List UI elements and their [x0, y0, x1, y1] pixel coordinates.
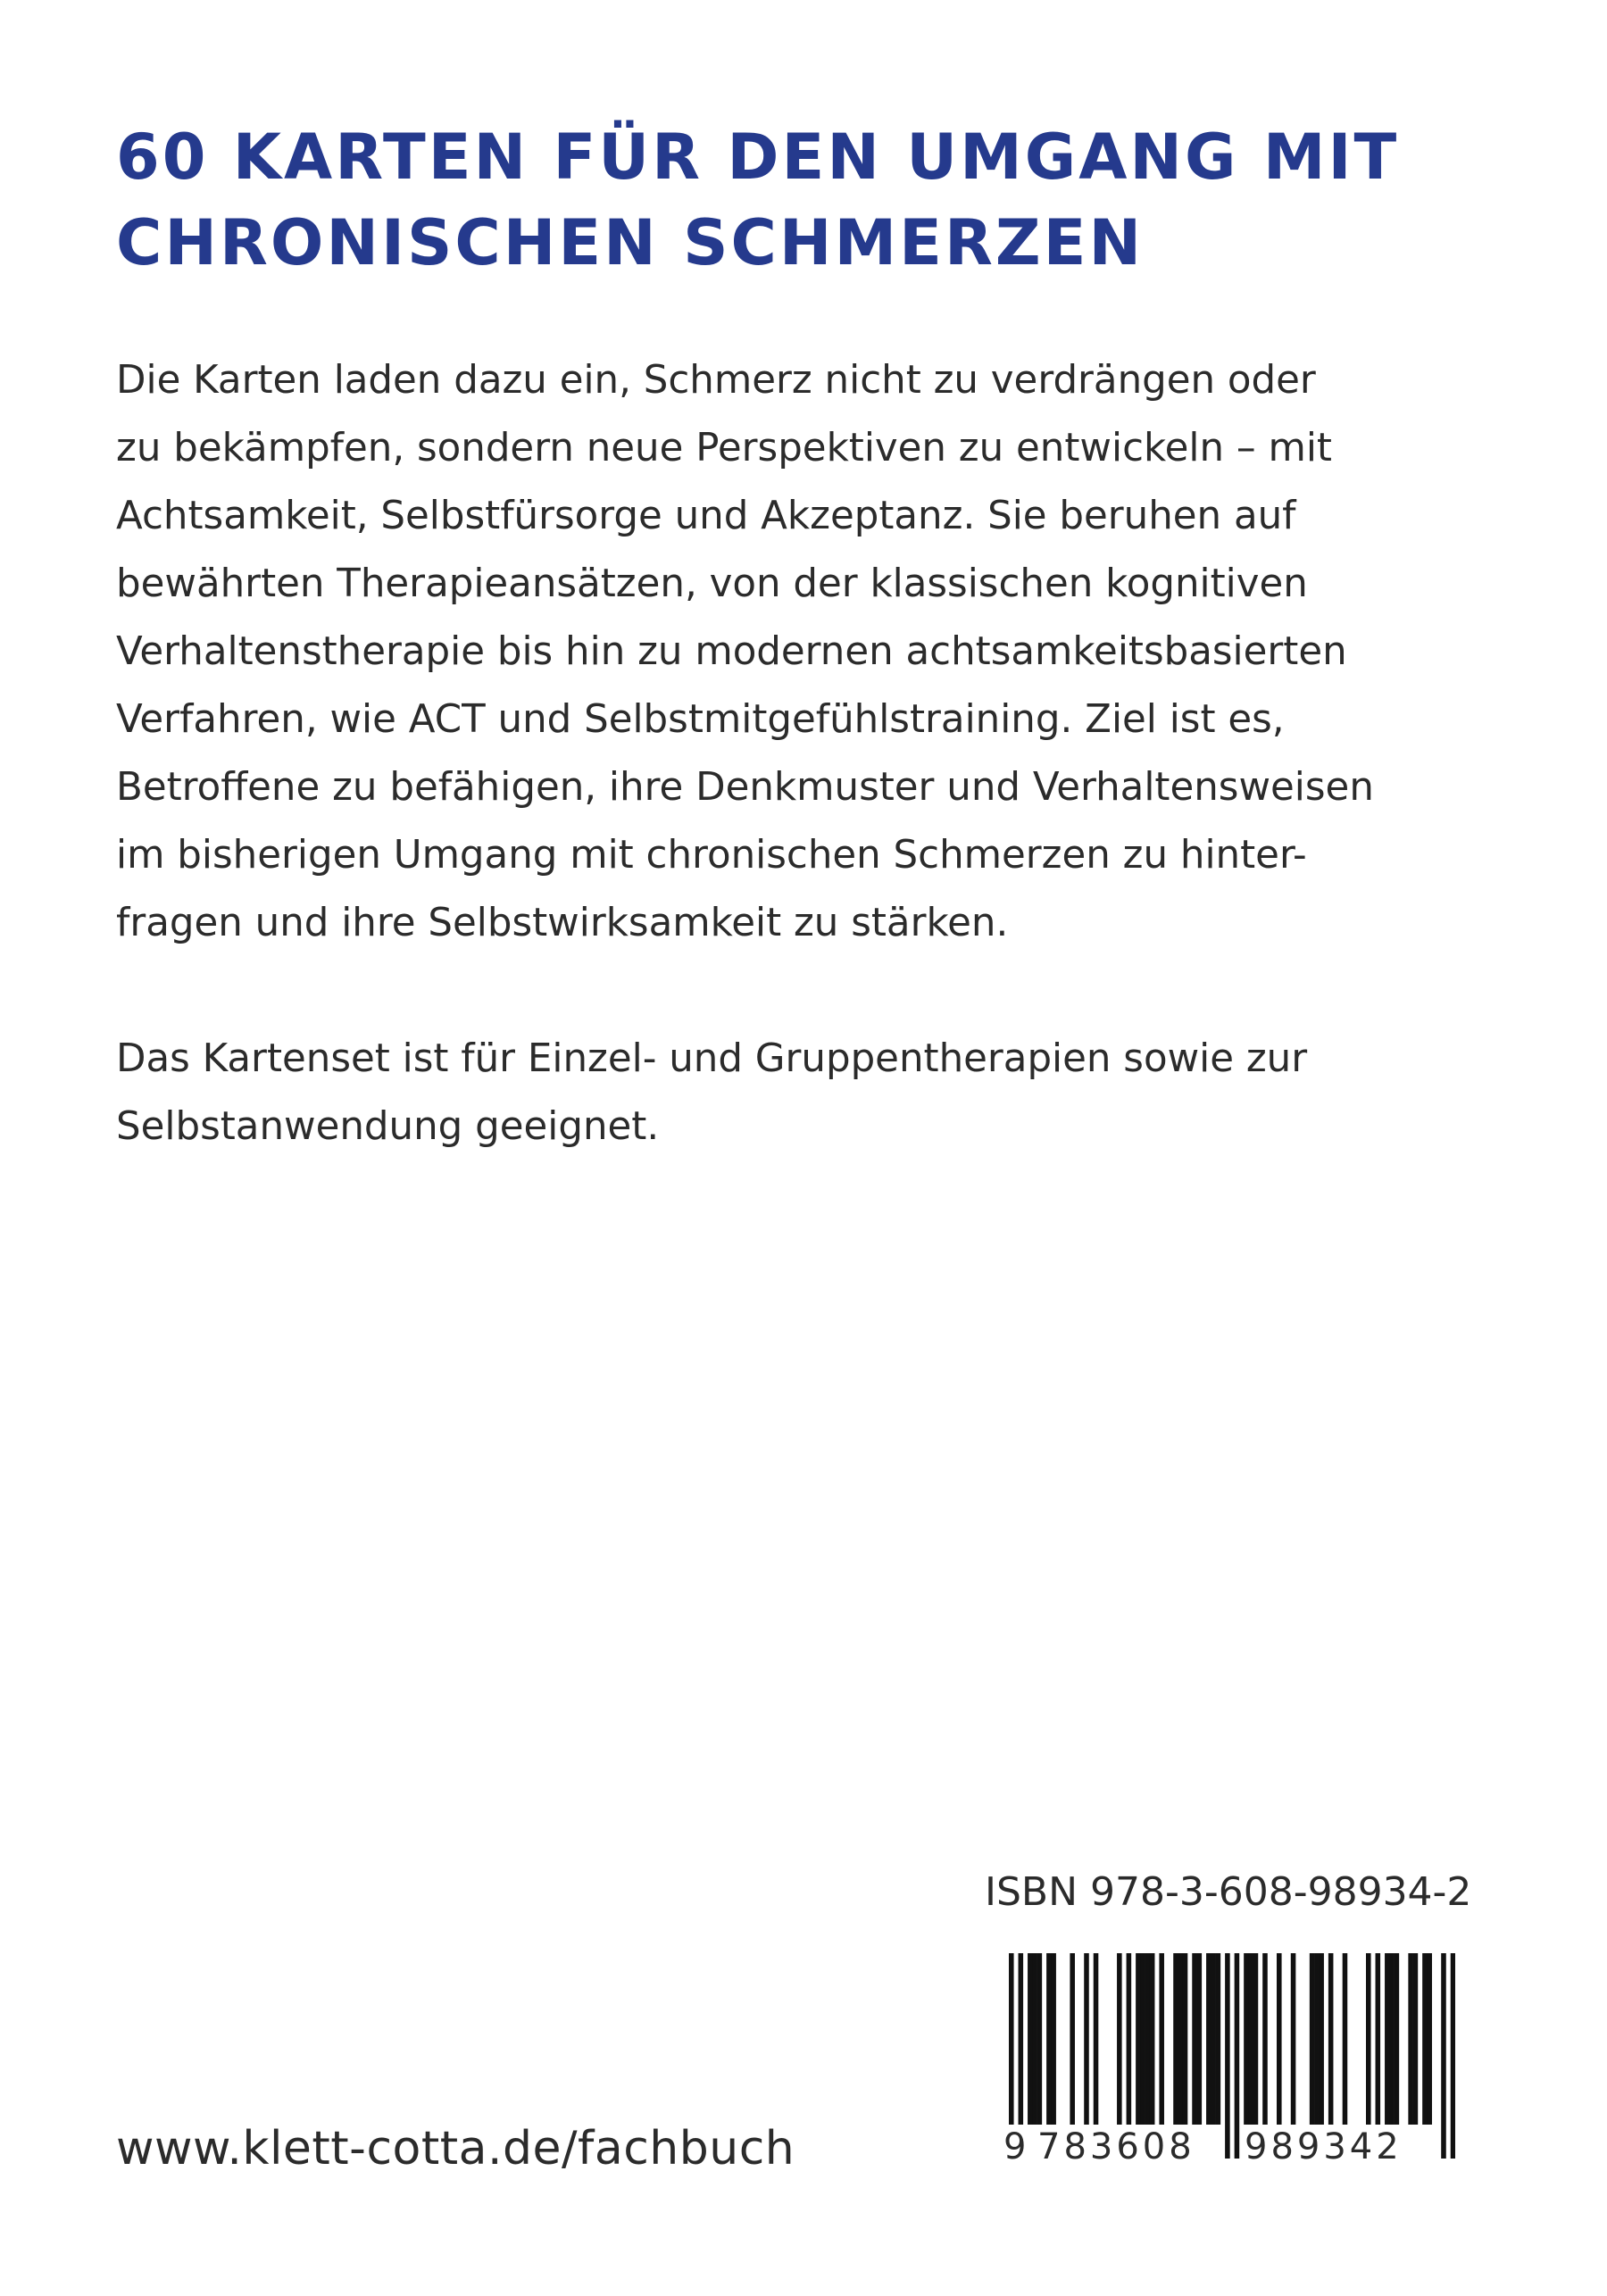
barcode-bar [1262, 1953, 1268, 2125]
barcode-bar [1178, 1953, 1183, 2125]
barcode-bar [1197, 1953, 1203, 2125]
publisher-url: www.klett-cotta.de/fachbuch [116, 2122, 795, 2175]
barcode-bar [1422, 1953, 1428, 2125]
barcode-bar [1413, 1953, 1419, 2125]
barcode-bar [1277, 1953, 1282, 2125]
description-line: zu bekämpfen, sondern neue Perspektiven zu entwickeln – mit [116, 426, 1332, 470]
description-line: Betroffene zu befähigen, ihre Denkmuster und Verhaltensweisen [116, 765, 1374, 810]
barcode-bar [1150, 1953, 1155, 2125]
barcode-bar [1314, 1953, 1320, 2125]
barcode-bar [1173, 1953, 1178, 2125]
barcode-bar [1136, 1953, 1141, 2125]
barcode-bar [1427, 1953, 1432, 2125]
barcode-bar [1140, 1953, 1145, 2125]
barcode-bar [1117, 1953, 1122, 2125]
description-paragraph-2 [116, 1025, 1545, 1160]
description-line: Das Kartenset ist für Einzel- und Gruppentherapien sowie zur [116, 1036, 1308, 1081]
barcode-bar [1206, 1953, 1211, 2125]
description-line: bewährten Therapieansätzen, von der klassischen kognitiven [116, 562, 1308, 606]
barcode-bar [1328, 1953, 1334, 2125]
headline [116, 114, 1509, 286]
barcode-bar [1253, 1953, 1259, 2125]
barcode-bar [1192, 1953, 1197, 2125]
isbn-number: ISBN 978-3-608-98934-2 [985, 1869, 1472, 1915]
description-line: fragen und ihre Selbstwirksamkeit zu stärken. [116, 901, 1009, 945]
headline-line-2: CHRONISCHEN SCHMERZEN [116, 206, 1145, 279]
barcode-bar [1395, 1953, 1400, 2125]
barcode-bar [1084, 1953, 1089, 2125]
barcode-bar [1310, 1953, 1315, 2125]
description-line: Verfahren, wie ACT und Selbstmitgefühlstraining. Ziel ist es, [116, 697, 1285, 742]
barcode-bar [1385, 1953, 1390, 2125]
barcode-bar [1211, 1953, 1216, 2125]
barcode-bar [1028, 1953, 1033, 2125]
barcode-bar [1127, 1953, 1132, 2125]
barcode-bar [1319, 1953, 1324, 2125]
barcode-bar [1145, 1953, 1151, 2125]
description-paragraph-1 [116, 346, 1545, 957]
headline-line-1: 60 KARTEN FÜR DEN UMGANG MIT [116, 121, 1400, 194]
description-line: Selbstanwendung geeignet. [116, 1104, 660, 1149]
barcode-right-group: 989342 [1245, 2126, 1403, 2167]
barcode-bar [1094, 1953, 1099, 2125]
barcode-bar [1291, 1953, 1296, 2125]
description-line: Verhaltenstherapie bis hin zu modernen achtsamkeitsbasierten [116, 629, 1347, 674]
barcode-bar [1070, 1953, 1075, 2125]
barcode-bar [1051, 1953, 1056, 2125]
barcode-first-digit: 9 [1003, 2126, 1027, 2167]
barcode-bar [1376, 1953, 1381, 2125]
barcode-bar [1366, 1953, 1371, 2125]
barcode-left-group: 783608 [1037, 2126, 1195, 2167]
barcode-bar [1408, 1953, 1413, 2125]
barcode-bar [1183, 1953, 1188, 2125]
description-line: Die Karten laden dazu ein, Schmerz nicht zu verdrängen oder [116, 358, 1316, 403]
barcode-bar [1046, 1953, 1052, 2125]
barcode-digits [1003, 2125, 1455, 2169]
barcode-bar [1037, 1953, 1043, 2125]
description-line: Achtsamkeit, Selbstfürsorge und Akzeptanz. Sie beruhen auf [116, 494, 1296, 538]
barcode-bar [1159, 1953, 1164, 2125]
barcode-bar [1032, 1953, 1037, 2125]
barcode-bar [1389, 1953, 1395, 2125]
description-line: im bisherigen Umgang mit chronischen Schmerzen zu hinter- [116, 833, 1307, 878]
barcode-bar [1343, 1953, 1348, 2125]
barcode-bar [1248, 1953, 1253, 2125]
barcode-bar [1216, 1953, 1221, 2125]
barcode-bar [1244, 1953, 1249, 2125]
